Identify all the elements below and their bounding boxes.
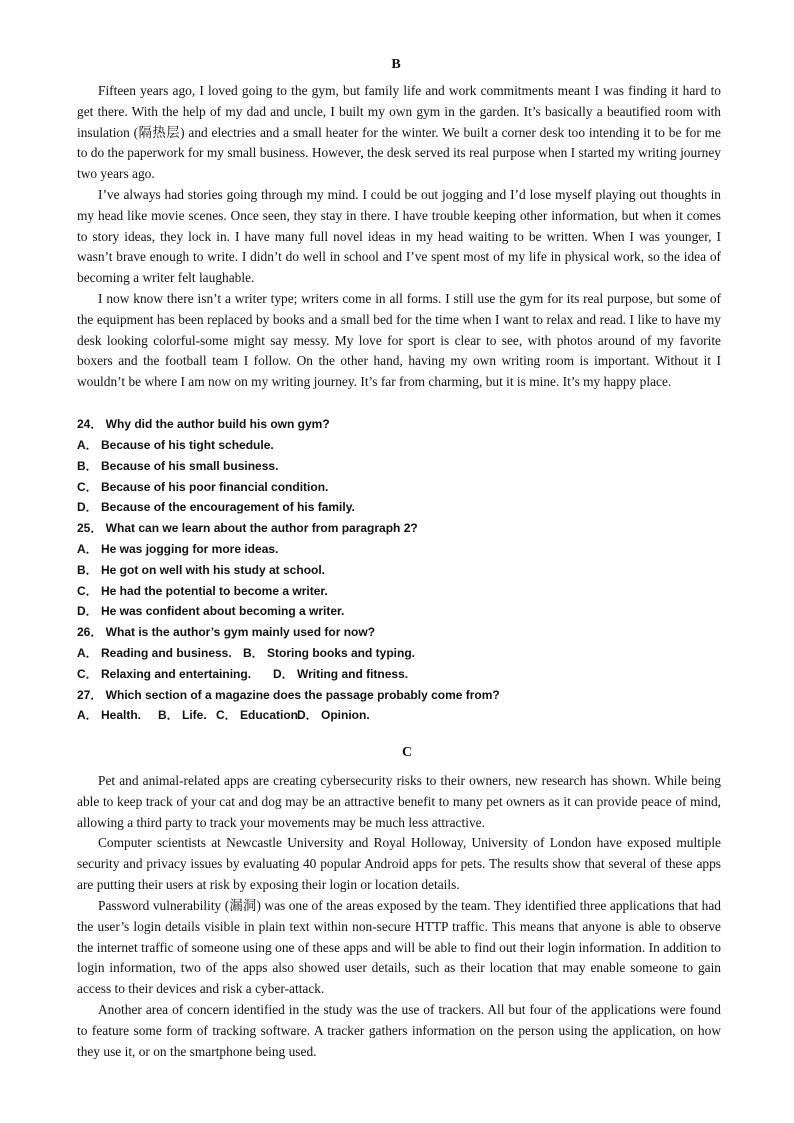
question-27-stem: 27． Which section of a magazine does the passage probably come from? [77,688,500,702]
section-c-paragraph-1: Pet and animal-related apps are creating cybersecurity risks to their owners, new research has shown. While being able to keep track of your cat and dog may be an attractive benefit to many pet owners as it can provide peace of mind, allowing a third party to track your movements may be much less attractive. [77,773,721,830]
section-b-paragraph-2: I’ve always had stories going through my mind. I could be out jogging and I’d lose myself playing out thoughts in my head like movie scenes. Once seen, they stay in there. I have trouble keeping other information, but when it comes to story ideas, they lock in. I have many full novel ideas in my head waiting to be written. When I was younger, I wasn’t brave enough to write. I didn’t do well in school and I’ve spent most of my life in physical work, so the idea of becoming a writer felt laughable. [77,187,721,286]
question-27-option-c: C． Education. [216,708,302,722]
question-26-option-c: C． Relaxing and entertaining. [77,667,252,681]
question-26-option-b: B． Storing books and typing. [243,646,415,660]
question-27-option-a: A． Health. [77,708,142,722]
question-24-option-d: D． Because of the encouragement of his family. [77,500,355,514]
question-27-option-d: D． Opinion. [297,708,370,722]
question-26-option-d: D． Writing and fitness. [273,667,409,681]
question-25-option-c: C． He had the potential to become a writer. [77,584,328,598]
question-24-option-b: B． Because of his small business. [77,459,279,473]
question-25-option-d: D． He was confident about becoming a writer. [77,604,345,618]
question-24-option-c: C． Because of his poor financial condition. [77,480,329,494]
section-c-paragraph-3: Password vulnerability (漏洞) was one of the areas exposed by the team. They identified three applications that had the user’s login details visible in plain text within non-secure HTTP traffic. This means that anyone is able to observe the internet traffic of someone using one of these apps and will be able to find out their login information. In addition to login information, two of the apps also showed user details, such as their location that may enable someone to gain access to their devices and risk a cyber-attack. [77,898,721,997]
section-c-heading: C [401,745,413,760]
question-24-stem: 24． Why did the author build his own gym? [77,417,330,431]
question-25-stem: 25． What can we learn about the author from paragraph 2? [77,521,418,535]
section-b-heading: B [391,57,401,72]
question-24-option-a: A． Because of his tight schedule. [77,438,274,452]
question-25-option-b: B． He got on well with his study at school. [77,563,326,577]
question-25-option-a: A． He was jogging for more ideas. [77,542,279,556]
question-27-option-b: B． Life. [158,708,207,722]
section-b-paragraph-1: Fifteen years ago, I loved going to the gym, but family life and work commitments meant I was finding it hard to get there. With the help of my dad and uncle, I built my own gym in the garden. It’s basically a beautified room with insulation (隔热层) and electries and a small heater for the winter. We built a corner desk too intending it to be for me to do the paperwork for my small business. However, the desk served its real purpose when I started my writing journey two years ago. [77,83,721,182]
question-27-options-row [77,705,370,726]
question-26-option-a: A． Reading and business. [77,646,232,660]
question-26-stem: 26． What is the author’s gym mainly used for now? [77,625,376,639]
section-b-paragraph-3: I now know there isn’t a writer type; writers come in all forms. I still use the gym for its real purpose, but some of the equipment has been replaced by books and a small bed for the time when I want to relax and read. I like to have my desk looking colorful-some might say messy. My love for sport is clear to see, with photos around of my favorite boxers and the football team I follow. On the other hand, having my own writing room is important. Without it I wouldn’t be where I am now on my writing journey. It’s far from charming, but it is mine. It’s my happy place. [77,291,721,390]
section-c-paragraph-2: Computer scientists at Newcastle University and Royal Holloway, University of London have exposed multiple security and privacy issues by evaluating 40 popular Android apps for pets. The results show that several of these apps are putting their users at risk by exposing their login or location details. [77,835,721,892]
section-c-paragraph-4: Another area of concern identified in the study was the use of trackers. All but four of the applications were found to feature some form of tracking software. A tracker gathers information on the person using the application, on how they use it, or on the smartphone being used. [77,1002,721,1059]
question-26-options-row-2 [77,664,408,685]
question-26-options-row-1 [77,643,415,664]
